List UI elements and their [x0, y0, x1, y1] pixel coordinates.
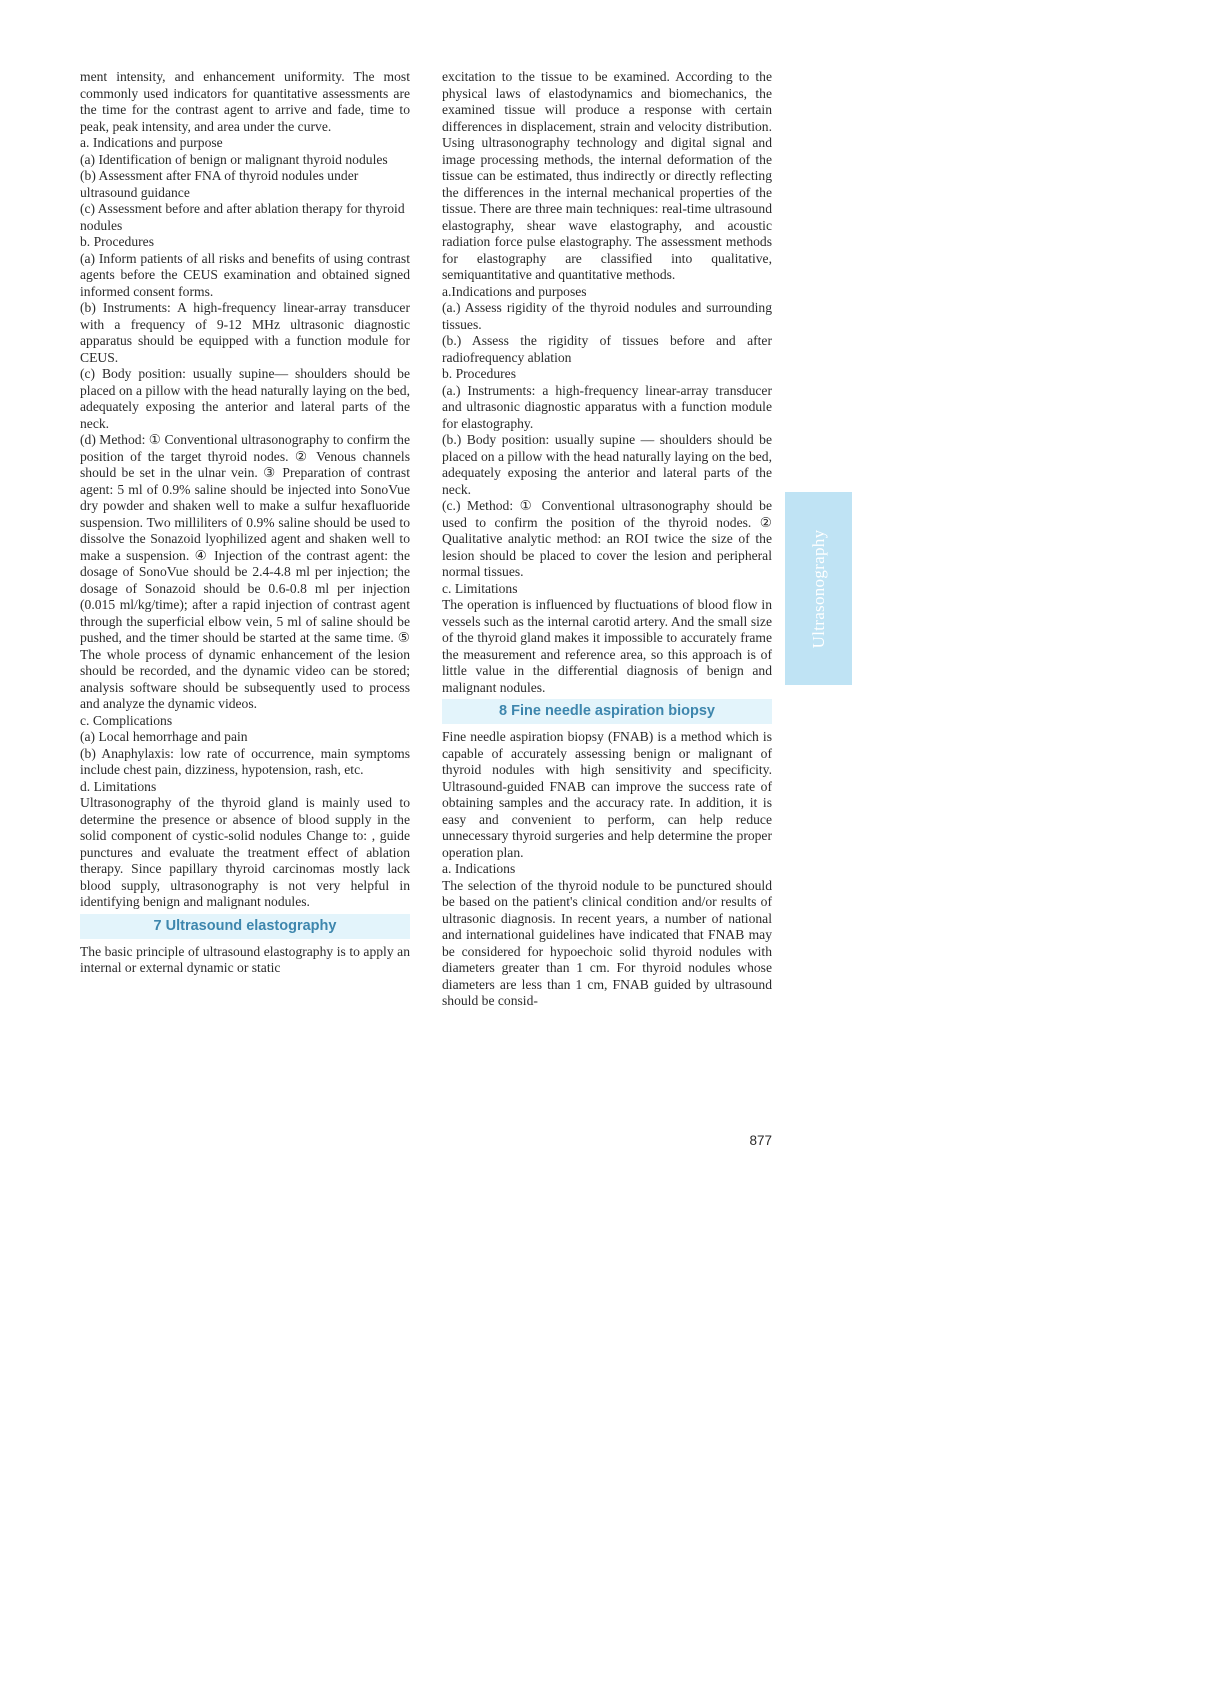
list-item: (b.) Body position: usually supine — shoulders should be placed on a pillow with the head naturally laying on the bed, adequately exposing the anterior and lateral parts of the neck. [442, 432, 772, 497]
paragraph: excitation to the tissue to be examined. According to the physical laws of elastodynamics and biomechanics, the examined tissue will produce a response with certain differences in displacement, strain and velocity distribution. Using ultrasonography technology and digital signal and image processing methods, the internal deformation of the tissue can be estimated, thus indirectly or directly reflecting the differences in the internal mechanical properties of the tissue. There are three main techniques: real-time ultrasound elastography, shear wave elastography, and acoustic radiation force pulse elastography. The assessment methods for elastography are classified into qualitative, semiquantitative and quantitative methods. [442, 69, 772, 282]
paragraph: Ultrasonography of the thyroid gland is mainly used to determine the presence or absence of blood supply in the solid component of cystic-solid nodules Change to: , guide punctures and evaluate the treatment effect of ablation therapy. Since papillary thyroid carcinomas mostly lack blood supply, ultrasonography is not very helpful in identifying benign and malignant nodules. [80, 795, 410, 909]
right-column [442, 69, 772, 1010]
paragraph: Fine needle aspiration biopsy (FNAB) is a method which is capable of accurately assessing benign or malignant of thyroid nodules with high sensitivity and specificity. Ultrasound-guided FNAB can improve the success rate of obtaining samples and the accuracy rate. In addition, it is easy and convenient to perform, can help reduce unnecessary thyroid surgeries and help determine the proper operation plan. [442, 729, 772, 860]
paragraph: The operation is influenced by fluctuations of blood flow in vessels such as the internal carotid artery. And the small size of the thyroid gland makes it impossible to accurately frame the measurement and reference area, so this approach is of little value in the differential diagnosis of benign and malignant nodules. [442, 597, 772, 695]
list-item: (d) Method: ① Conventional ultrasonography to confirm the position of the target thyroid nodes. ② Venous channels should be set in the ulnar vein. ③ Preparation of contrast agent: 5 ml of 0.9% saline should be injected into SonoVue dry powder and shaken well to make a sulfur hexafluoride suspension. Two milliliters of 0.9% saline should be used to dissolve the Sonazoid lyophilized agent and shaken well to make a suspension. ④ Injection of the contrast agent: the dosage of SonoVue should be 2.4-4.8 ml per injection; the dosage of Sonazoid should be 0.6-0.8 ml per injection (0.015 ml/kg/time); after a rapid injection of contrast agent through the superficial elbow vein, 5 ml of saline should be pushed, and the timer should be started at the same time. ⑤ The whole process of dynamic enhancement of the lesion should be recorded, and the dynamic video can be stored; analysis software should be subsequently used to process and analyze the dynamic videos. [80, 432, 410, 711]
subheading: a. Indications [442, 861, 516, 876]
chapter-side-tab [785, 492, 852, 685]
section-heading-elastography: 7 Ultrasound elastography [80, 914, 410, 939]
subheading: c. Complications [80, 712, 173, 728]
section-heading-fnab: 8 Fine needle aspiration biopsy [442, 699, 772, 724]
list-item: (b) Instruments: A high-frequency linear-array transducer with a frequency of 9-12 MHz ultrasonic diagnostic apparatus should be equipped with a function module for CEUS. [80, 300, 410, 365]
list-item: (c) Assessment before and after ablation therapy for thyroid nodules [80, 201, 405, 233]
paragraph: The selection of the thyroid nodule to be punctured should be based on the patient's clinical condition and/or results of ultrasonic diagnosis. In recent years, a number of national and international guidelines have indicated that FNAB may be considered for hypoechoic solid thyroid nodules with diameters greater than 1 cm. For thyroid nodules whose diameters are less than 1 cm, FNAB guided by ultrasound should be consid- [442, 877, 772, 1008]
list-item: (b.) Assess the rigidity of tissues before and after radiofrequency ablation [442, 333, 772, 365]
subheading: c. Limitations [442, 580, 518, 596]
list-item: (b) Anaphylaxis: low rate of occurrence, main symptoms include chest pain, dizziness, hypotension, rash, etc. [80, 745, 410, 777]
paragraph: The basic principle of ultrasound elastography is to apply an internal or external dynamic or static [80, 943, 410, 975]
list-item: (a) Inform patients of all risks and benefits of using contrast agents before the CEUS examination and obtained signed informed consent forms. [80, 250, 410, 299]
page-number: 877 [749, 1133, 772, 1148]
list-item: (a.) Assess rigidity of the thyroid nodules and surrounding tissues. [442, 300, 772, 332]
list-item: (c.) Method: ① Conventional ultrasonography should be used to confirm the position of the thyroid nodes. ② Qualitative analytic method: an ROI twice the size of the lesion should be placed to cover the lesion and peripheral normal tissues. [442, 498, 772, 579]
list-item: (a) Local hemorrhage and pain [80, 729, 248, 744]
left-column [80, 69, 410, 977]
subheading: b. Procedures [442, 366, 516, 381]
paragraph: ment intensity, and enhancement uniformity. The most commonly used indicators for quantitative assessments are the time for the contrast agent to arrive and fade, time to peak, peak intensity, and area under the curve. [80, 69, 410, 134]
list-item: (a.) Instruments: a high-frequency linear-array transducer and ultrasonic diagnostic apparatus with a function module for elastography. [442, 382, 772, 431]
list-item: (a) Identification of benign or malignant thyroid nodules [80, 151, 388, 167]
list-item: (b) Assessment after FNA of thyroid nodules under ultrasound guidance [80, 168, 359, 200]
subheading: a.Indications and purposes [442, 283, 587, 299]
subheading: d. Limitations [80, 778, 157, 794]
subheading: b. Procedures [80, 234, 154, 249]
subheading: a. Indications and purpose [80, 135, 223, 150]
list-item: (c) Body position: usually supine— shoulders should be placed on a pillow with the head naturally laying on the bed, adequately exposing the anterior and lateral parts of the neck. [80, 366, 410, 431]
side-tab-label: Ultrasonography [808, 529, 828, 648]
